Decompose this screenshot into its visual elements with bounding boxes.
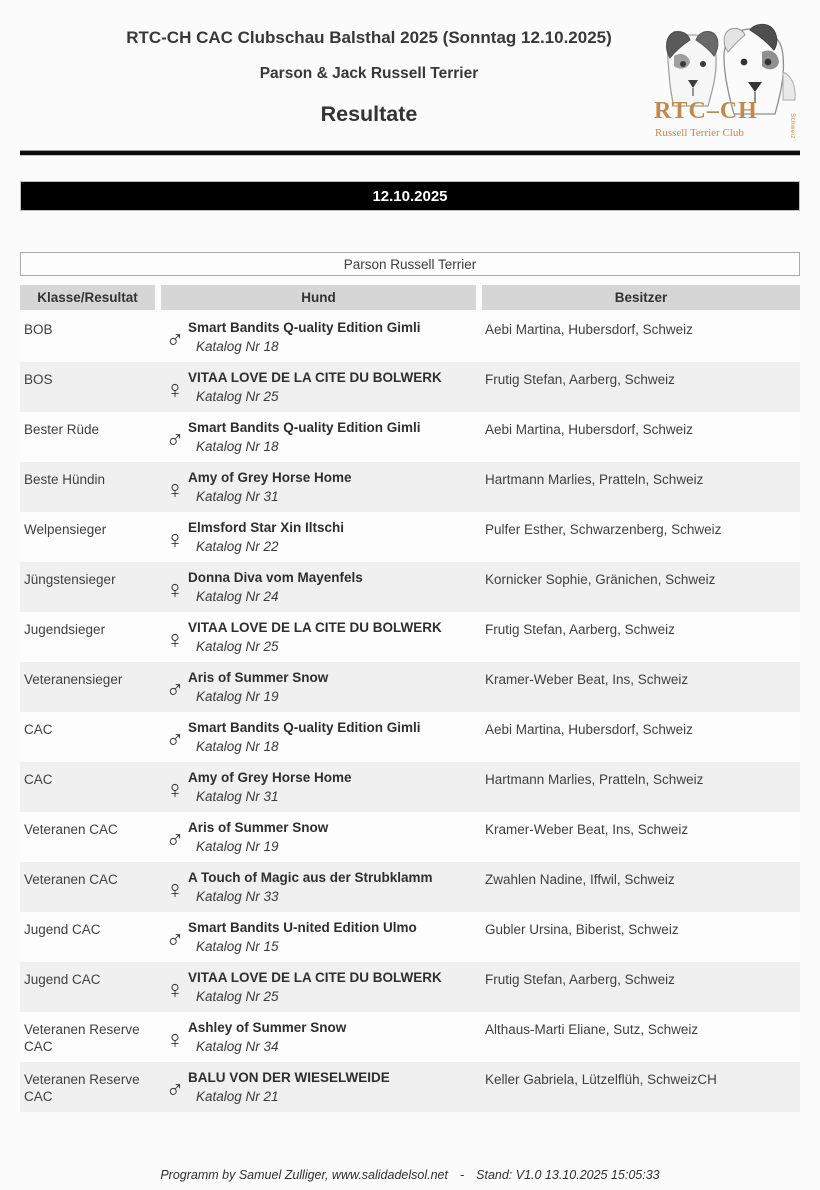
- table-row: [20, 762, 800, 812]
- hund-cell: [162, 862, 477, 912]
- table-row: [20, 962, 800, 1012]
- dog-name: VITAA LOVE DE LA CITE DU BOLWERK: [188, 370, 442, 385]
- hund-cell: [162, 1062, 477, 1112]
- footer-separator: -: [459, 1168, 465, 1182]
- klasse-cell: CAC: [24, 772, 53, 787]
- klasse-cell: Veteranen Reserve CAC: [24, 1072, 140, 1104]
- katalog-number: Katalog Nr 24: [196, 589, 279, 604]
- dog-block: [188, 969, 477, 1012]
- besitzer-cell: Zwahlen Nadine, Iffwil, Schweiz: [485, 872, 675, 887]
- table-row: [20, 362, 800, 412]
- dog-name: Donna Diva vom Mayenfels: [188, 570, 363, 585]
- besitzer-cell: Aebi Martina, Hubersdorf, Schweiz: [485, 322, 693, 337]
- page-footer: [0, 1168, 820, 1182]
- dog-block: [188, 869, 477, 912]
- table-row: [20, 562, 800, 612]
- hund-cell: [162, 912, 477, 962]
- male-icon: ♂: [165, 926, 185, 954]
- dog-name: Amy of Grey Horse Home: [188, 470, 352, 485]
- column-header-hund: Hund: [161, 285, 476, 310]
- table-row: [20, 1062, 800, 1112]
- header-titles: [20, 22, 650, 148]
- table-row: [20, 912, 800, 962]
- dog-name: VITAA LOVE DE LA CITE DU BOLWERK: [188, 620, 442, 635]
- logo-vertical-text: Schweiz: [789, 113, 796, 139]
- dog-block: [188, 469, 477, 512]
- male-icon: ♂: [165, 426, 185, 454]
- dog-name: Amy of Grey Horse Home: [188, 770, 352, 785]
- klasse-cell: Jugend CAC: [24, 922, 101, 937]
- table-row: [20, 312, 800, 362]
- dog-name: Smart Bandits Q-uality Edition Gimli: [188, 420, 421, 435]
- female-icon: ♀: [165, 1026, 185, 1054]
- katalog-number: Katalog Nr 15: [196, 939, 279, 954]
- male-icon: ♂: [165, 676, 185, 704]
- katalog-number: Katalog Nr 21: [196, 1089, 279, 1104]
- table-row: [20, 1012, 800, 1062]
- event-title: RTC-CH CAC Clubschau Balsthal 2025 (Sonntag 12.10.2025): [126, 28, 612, 47]
- dog-block: [188, 769, 477, 812]
- dog-name: A Touch of Magic aus der Strubklamm: [188, 870, 433, 885]
- table-column-headers: [20, 285, 800, 310]
- dog-block: [188, 369, 477, 412]
- footer-stand: Stand: V1.0 13.10.2025 15:05:33: [476, 1168, 660, 1182]
- katalog-number: Katalog Nr 25: [196, 639, 279, 654]
- column-header-besitzer: Besitzer: [482, 285, 800, 310]
- dog-name: Ashley of Summer Snow: [188, 1020, 347, 1035]
- dog-name: Smart Bandits Q-uality Edition Gimli: [188, 720, 421, 735]
- hund-cell: [162, 512, 477, 562]
- male-icon: ♂: [165, 326, 185, 354]
- katalog-number: Katalog Nr 22: [196, 539, 279, 554]
- table-row: [20, 712, 800, 762]
- klasse-cell: Jugend CAC: [24, 972, 101, 987]
- katalog-number: Katalog Nr 31: [196, 489, 279, 504]
- page-header: [0, 0, 820, 148]
- female-icon: ♀: [165, 576, 185, 604]
- klasse-cell: Jüngstensieger: [24, 572, 116, 587]
- klasse-cell: Veteranensieger: [24, 672, 123, 687]
- table-row: [20, 462, 800, 512]
- section-title: Parson Russell Terrier: [343, 256, 477, 272]
- dog-name: Smart Bandits U-nited Edition Ulmo: [188, 920, 417, 935]
- column-header-klasse: Klasse/Resultat: [20, 285, 155, 310]
- klasse-cell: BOB: [24, 322, 53, 337]
- hund-cell: [162, 1012, 477, 1062]
- klasse-cell: Beste Hündin: [24, 472, 106, 487]
- katalog-number: Katalog Nr 25: [196, 989, 279, 1004]
- dog-name: Elmsford Star Xin Iltschi: [188, 520, 345, 535]
- besitzer-cell: Aebi Martina, Hubersdorf, Schweiz: [485, 722, 693, 737]
- footer-credit: Programm by Samuel Zulliger, www.salidadelsol.net: [160, 1168, 448, 1182]
- katalog-number: Katalog Nr 18: [196, 339, 279, 354]
- date-bar: [20, 181, 800, 211]
- female-icon: ♀: [165, 526, 185, 554]
- hund-cell: [162, 312, 477, 362]
- female-icon: ♀: [165, 776, 185, 804]
- klasse-cell: BOS: [24, 372, 53, 387]
- female-icon: ♀: [165, 626, 185, 654]
- results-table: [20, 312, 800, 1112]
- date-bar-label: 12.10.2025: [372, 187, 448, 205]
- besitzer-cell: Kramer-Weber Beat, Ins, Schweiz: [485, 822, 689, 837]
- hund-cell: [162, 462, 477, 512]
- club-logo: [650, 22, 802, 147]
- dog-block: [188, 569, 477, 612]
- besitzer-cell: Kramer-Weber Beat, Ins, Schweiz: [485, 672, 689, 687]
- besitzer-cell: Kornicker Sophie, Gränichen, Schweiz: [485, 572, 716, 587]
- dog-name: Aris of Summer Snow: [188, 820, 329, 835]
- dog-name: VITAA LOVE DE LA CITE DU BOLWERK: [188, 970, 442, 985]
- besitzer-cell: Keller Gabriela, Lützelflüh, SchweizCH: [485, 1072, 717, 1087]
- logo-acronym: RTC–CH: [654, 98, 758, 124]
- breed-subtitle: Parson & Jack Russell Terrier: [259, 65, 479, 82]
- klasse-cell: Bester Rüde: [24, 422, 100, 437]
- table-row: [20, 612, 800, 662]
- klasse-cell: Welpensieger: [24, 522, 107, 537]
- hund-cell: [162, 612, 477, 662]
- besitzer-cell: Pulfer Esther, Schwarzenberg, Schweiz: [485, 522, 722, 537]
- table-row: [20, 862, 800, 912]
- dog-block: [188, 819, 477, 862]
- katalog-number: Katalog Nr 18: [196, 739, 279, 754]
- klasse-cell: CAC: [24, 722, 53, 737]
- besitzer-cell: Hartmann Marlies, Pratteln, Schweiz: [485, 772, 704, 787]
- dog-name: Aris of Summer Snow: [188, 670, 329, 685]
- katalog-number: Katalog Nr 19: [196, 689, 279, 704]
- male-icon: ♂: [165, 1076, 185, 1104]
- hund-cell: [162, 812, 477, 862]
- female-icon: ♀: [165, 876, 185, 904]
- klasse-cell: Jugendsieger: [24, 622, 106, 637]
- female-icon: ♀: [165, 376, 185, 404]
- table-row: [20, 662, 800, 712]
- dog-name: BALU VON DER WIESELWEIDE: [188, 1070, 390, 1085]
- table-row: [20, 812, 800, 862]
- table-row: [20, 412, 800, 462]
- besitzer-cell: Frutig Stefan, Aarberg, Schweiz: [485, 972, 675, 987]
- klasse-cell: Veteranen CAC: [24, 872, 118, 887]
- katalog-number: Katalog Nr 33: [196, 889, 279, 904]
- dog-block: [188, 519, 477, 562]
- dog-block: [188, 719, 477, 762]
- dog-block: [188, 1019, 477, 1062]
- dog-block: [188, 919, 477, 962]
- klasse-cell: Veteranen CAC: [24, 822, 118, 837]
- katalog-number: Katalog Nr 19: [196, 839, 279, 854]
- hund-cell: [162, 662, 477, 712]
- dog-block: [188, 319, 477, 362]
- dog-block: [188, 419, 477, 462]
- female-icon: ♀: [165, 976, 185, 1004]
- besitzer-cell: Althaus-Marti Eliane, Sutz, Schweiz: [485, 1022, 699, 1037]
- logo-club-name: Russell Terrier Club: [655, 127, 744, 139]
- katalog-number: Katalog Nr 25: [196, 389, 279, 404]
- besitzer-cell: Gubler Ursina, Biberist, Schweiz: [485, 922, 679, 937]
- hund-cell: [162, 412, 477, 462]
- hund-cell: [162, 362, 477, 412]
- hund-cell: [162, 712, 477, 762]
- section-title-box: [20, 252, 800, 276]
- besitzer-cell: Frutig Stefan, Aarberg, Schweiz: [485, 372, 675, 387]
- divider-rule: [20, 150, 800, 156]
- besitzer-cell: Aebi Martina, Hubersdorf, Schweiz: [485, 422, 693, 437]
- katalog-number: Katalog Nr 34: [196, 1039, 279, 1054]
- hund-cell: [162, 962, 477, 1012]
- female-icon: ♀: [165, 476, 185, 504]
- dog-block: [188, 669, 477, 712]
- besitzer-cell: Frutig Stefan, Aarberg, Schweiz: [485, 622, 675, 637]
- table-row: [20, 512, 800, 562]
- dog-block: [188, 619, 477, 662]
- katalog-number: Katalog Nr 31: [196, 789, 279, 804]
- klasse-cell: Veteranen Reserve CAC: [24, 1022, 140, 1054]
- dog-name: Smart Bandits Q-uality Edition Gimli: [188, 320, 421, 335]
- page-title: Resultate: [320, 102, 418, 126]
- hund-cell: [162, 562, 477, 612]
- katalog-number: Katalog Nr 18: [196, 439, 279, 454]
- male-icon: ♂: [165, 826, 185, 854]
- besitzer-cell: Hartmann Marlies, Pratteln, Schweiz: [485, 472, 704, 487]
- hund-cell: [162, 762, 477, 812]
- male-icon: ♂: [165, 726, 185, 754]
- dog-block: [188, 1069, 477, 1112]
